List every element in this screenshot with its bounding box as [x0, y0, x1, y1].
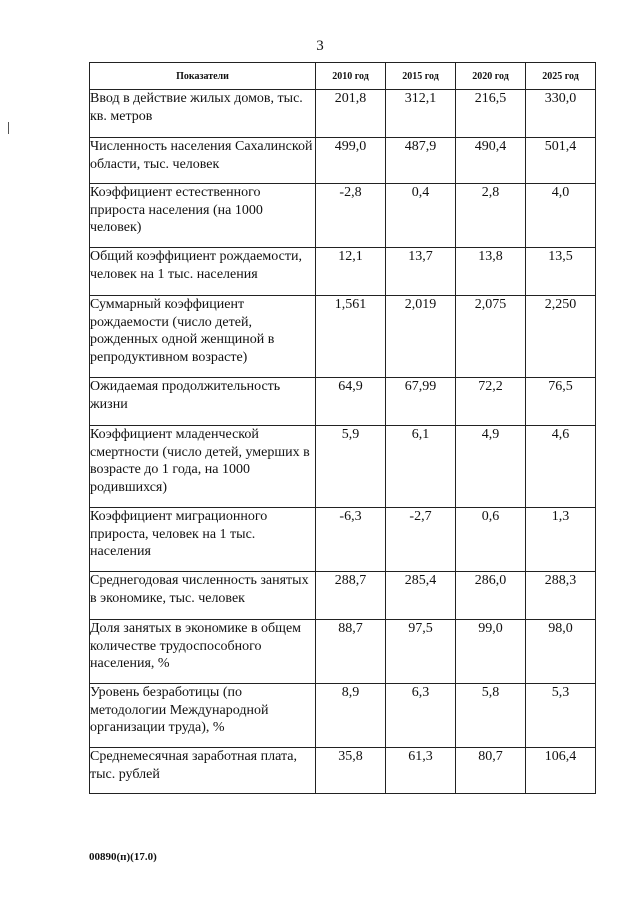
cell-value: 487,9 [386, 138, 456, 184]
cell-value: 67,99 [386, 378, 456, 426]
cell-value: 5,3 [526, 684, 596, 748]
cell-value: 80,7 [456, 748, 526, 794]
cell-value: 13,5 [526, 248, 596, 296]
cell-value: 216,5 [456, 90, 526, 138]
table-row [90, 684, 596, 748]
table-row [90, 378, 596, 426]
cell-value: -2,8 [316, 184, 386, 248]
cell-value: 490,4 [456, 138, 526, 184]
row-label: Доля занятых в экономике в общем количестве трудоспособного населения, % [90, 620, 316, 684]
cell-value: 12,1 [316, 248, 386, 296]
cell-value: 312,1 [386, 90, 456, 138]
cell-value: 72,2 [456, 378, 526, 426]
cell-value: 4,0 [526, 184, 596, 248]
row-label: Коэффициент младенческой смертности (число детей, умерших в возрасте до 1 года, на 1000 родившихся) [90, 426, 316, 508]
table-row [90, 90, 596, 138]
cell-value: 288,3 [526, 572, 596, 620]
row-label: Коэффициент миграционного прироста, человек на 1 тыс. населения [90, 508, 316, 572]
table-header-row [90, 63, 596, 90]
cell-value: 76,5 [526, 378, 596, 426]
header-indicators: Показатели [90, 63, 316, 90]
cell-value: 4,6 [526, 426, 596, 508]
cell-value: 8,9 [316, 684, 386, 748]
header-year: 2025 год [526, 63, 596, 90]
cell-value: 97,5 [386, 620, 456, 684]
cell-value: -6,3 [316, 508, 386, 572]
cell-value: 61,3 [386, 748, 456, 794]
cell-value: 5,8 [456, 684, 526, 748]
margin-mark [8, 122, 9, 134]
footer-document-code: 00890(п)(17.0) [89, 851, 157, 863]
cell-value: 4,9 [456, 426, 526, 508]
cell-value: 35,8 [316, 748, 386, 794]
row-label: Общий коэффициент рождаемости, человек на 1 тыс. населения [90, 248, 316, 296]
cell-value: 64,9 [316, 378, 386, 426]
table-row [90, 748, 596, 794]
row-label: Среднегодовая численность занятых в экономике, тыс. человек [90, 572, 316, 620]
indicators-table [89, 62, 596, 794]
row-label: Ввод в действие жилых домов, тыс. кв. метров [90, 90, 316, 138]
cell-value: 1,3 [526, 508, 596, 572]
page-number: 3 [316, 38, 324, 54]
table-row [90, 184, 596, 248]
cell-value: 499,0 [316, 138, 386, 184]
cell-value: 98,0 [526, 620, 596, 684]
cell-value: 6,1 [386, 426, 456, 508]
header-year: 2020 год [456, 63, 526, 90]
cell-value: 1,561 [316, 296, 386, 378]
cell-value: 2,019 [386, 296, 456, 378]
row-label: Среднемесячная заработная плата, тыс. рублей [90, 748, 316, 794]
table-row [90, 508, 596, 572]
header-year: 2010 год [316, 63, 386, 90]
cell-value: 330,0 [526, 90, 596, 138]
cell-value: 201,8 [316, 90, 386, 138]
row-label: Ожидаемая продолжительность жизни [90, 378, 316, 426]
cell-value: 13,8 [456, 248, 526, 296]
cell-value: -2,7 [386, 508, 456, 572]
cell-value: 0,4 [386, 184, 456, 248]
row-label: Суммарный коэффициент рождаемости (число детей, рожденных одной женщиной в репродуктивном возрасте) [90, 296, 316, 378]
row-label: Коэффициент естественного прироста населения (на 1000 человек) [90, 184, 316, 248]
cell-value: 0,6 [456, 508, 526, 572]
table-row [90, 620, 596, 684]
cell-value: 88,7 [316, 620, 386, 684]
cell-value: 501,4 [526, 138, 596, 184]
cell-value: 2,250 [526, 296, 596, 378]
table-row [90, 248, 596, 296]
header-year: 2015 год [386, 63, 456, 90]
cell-value: 5,9 [316, 426, 386, 508]
cell-value: 2,075 [456, 296, 526, 378]
row-label: Уровень безработицы (по методологии Международной организации труда), % [90, 684, 316, 748]
table-row [90, 296, 596, 378]
cell-value: 285,4 [386, 572, 456, 620]
cell-value: 99,0 [456, 620, 526, 684]
cell-value: 2,8 [456, 184, 526, 248]
cell-value: 106,4 [526, 748, 596, 794]
cell-value: 288,7 [316, 572, 386, 620]
table-row [90, 426, 596, 508]
row-label: Численность населения Сахалинской области, тыс. человек [90, 138, 316, 184]
cell-value: 286,0 [456, 572, 526, 620]
cell-value: 6,3 [386, 684, 456, 748]
table-row [90, 138, 596, 184]
cell-value: 13,7 [386, 248, 456, 296]
table-row [90, 572, 596, 620]
